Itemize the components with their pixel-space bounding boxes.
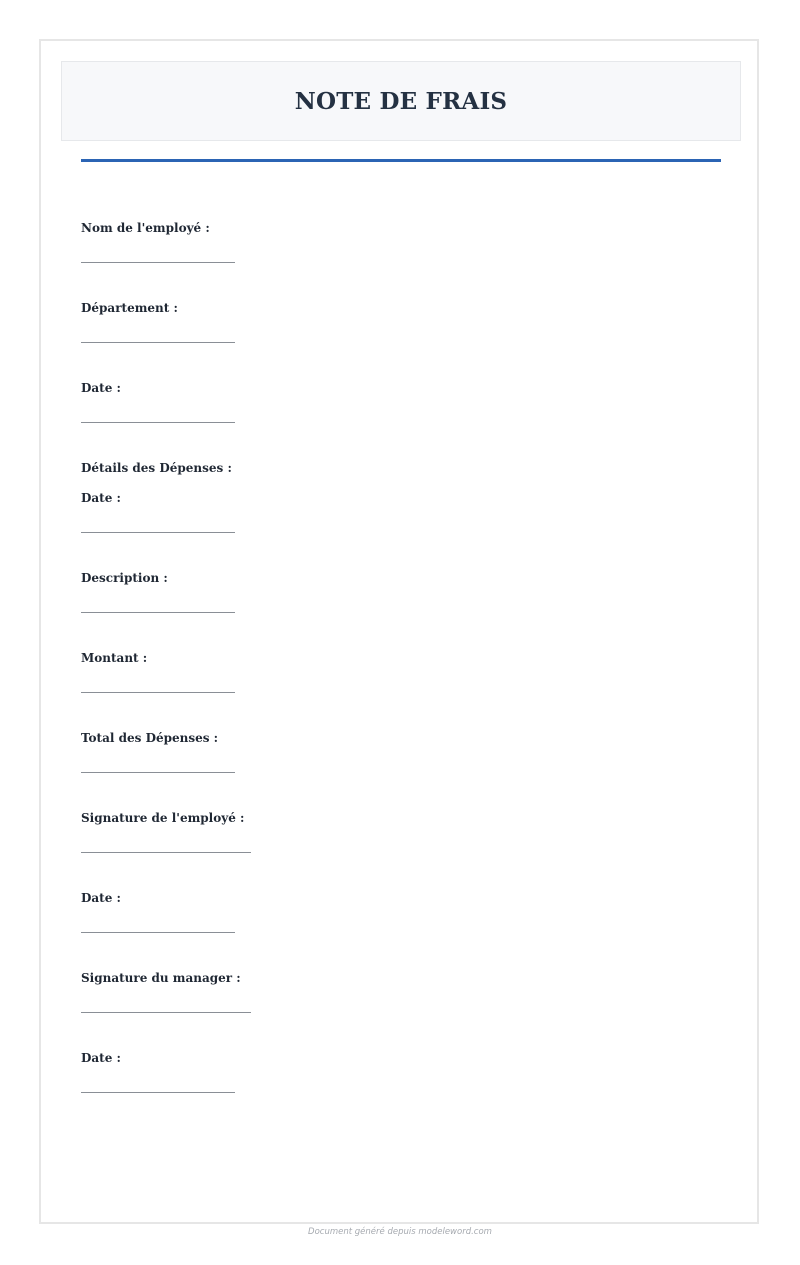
amount-blank[interactable] [81,692,235,693]
description-label: Description : [81,571,168,585]
department-blank[interactable] [81,342,235,343]
total-expenses-label: Total des Dépenses : [81,731,219,745]
employee-signature-date-field [81,891,121,905]
employee-signature-field [81,811,244,825]
employee-name-blank[interactable] [81,262,235,263]
total-expenses-blank[interactable] [81,772,235,773]
employee-signature-date-label: Date : [81,891,121,905]
manager-signature-label: Signature du manager : [81,971,241,985]
expense-date-field [81,491,121,505]
title-banner [61,61,741,141]
employee-signature-blank[interactable] [81,852,251,853]
date-label: Date : [81,381,121,395]
manager-signature-date-blank[interactable] [81,1092,235,1093]
date-blank[interactable] [81,422,235,423]
employee-signature-label: Signature de l'employé : [81,811,245,825]
employee-name-field [81,221,210,235]
document-page [39,39,759,1224]
manager-signature-date-label: Date : [81,1051,121,1065]
department-field [81,301,178,315]
date-field [81,381,121,395]
expense-date-label: Date : [81,491,121,505]
employee-signature-date-blank[interactable] [81,932,235,933]
expense-date-blank[interactable] [81,532,235,533]
manager-signature-field [81,971,241,985]
manager-signature-date-field [81,1051,121,1065]
footer-credit: Document généré depuis modeleword.com [308,1227,492,1237]
total-expenses-field [81,731,218,745]
description-field [81,571,168,585]
amount-label: Montant : [81,651,148,665]
employee-name-label: Nom de l'employé : [81,221,210,235]
document-title: NOTE DE FRAIS [294,87,508,115]
department-label: Département : [81,301,178,315]
amount-field [81,651,147,665]
manager-signature-blank[interactable] [81,1012,251,1013]
description-blank[interactable] [81,612,235,613]
accent-divider [81,159,721,162]
expense-details-heading: Détails des Dépenses : [81,461,232,475]
